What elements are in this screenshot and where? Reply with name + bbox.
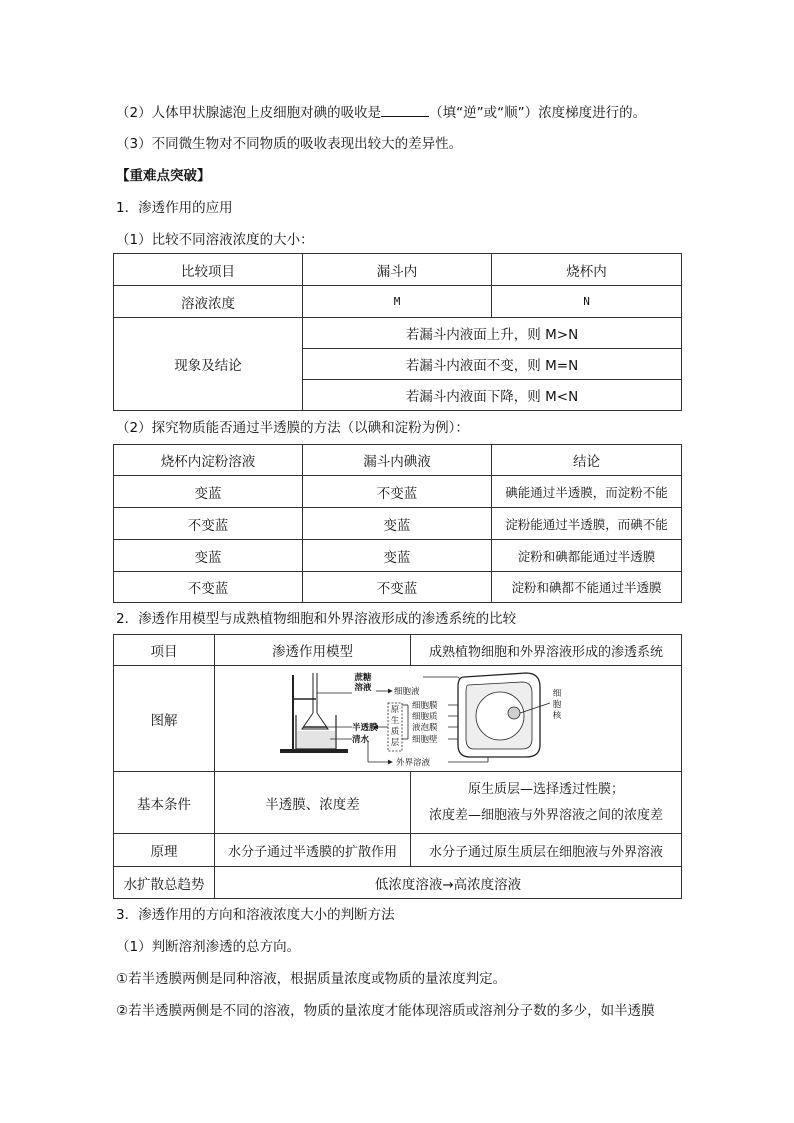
label-sucrose: 蔗糖溶液 <box>354 672 372 693</box>
table-cell: 变蓝 <box>303 508 492 540</box>
table-header: 比较项目 <box>114 254 303 286</box>
table-starch-iodine <box>113 444 682 603</box>
label-protoplast: 原生质层 <box>390 704 400 748</box>
table-cell: 淀粉和碘都不能通过半透膜 <box>492 572 682 603</box>
table-header: 项目 <box>114 635 215 666</box>
label-cytoplasm: 细胞质 <box>412 711 438 722</box>
question-text-end: （填“逆”或“顺”）浓度梯度进行的。 <box>429 105 647 121</box>
heading-3-1: （1）判断溶剂渗透的总方向。 <box>116 939 301 955</box>
table-cell <box>411 772 682 834</box>
table-header: 烧杯内 <box>492 254 682 286</box>
table-cell: 不变蓝 <box>303 476 492 508</box>
table-header: 漏斗内碘液 <box>303 445 492 476</box>
table-cell: 碘能通过半透膜，而淀粉不能 <box>492 476 682 508</box>
table-cell: M <box>303 286 492 318</box>
table-cell: 不变蓝 <box>114 508 303 540</box>
table-cell: 溶液浓度 <box>114 286 303 318</box>
table-cell: 淀粉能通过半透膜，而碘不能 <box>492 508 682 540</box>
table-cell: N <box>492 286 682 318</box>
section-header: 【重难点突破】 <box>116 168 211 184</box>
osmosis-diagram-svg <box>268 669 628 769</box>
diagram-cell <box>215 666 682 772</box>
table-cell: 原理 <box>114 834 215 867</box>
table-cell: 若漏斗内液面不变，则 M=N <box>303 349 682 380</box>
heading-1: 1．渗透作用的应用 <box>116 200 233 216</box>
question-text: （2）人体甲状腺滤泡上皮细胞对碘的吸收是 <box>116 105 382 121</box>
heading-2: 2．渗透作用模型与成熟植物细胞和外界溶液形成的渗透系统的比较 <box>116 611 517 627</box>
basic-cell-line-2: 浓度差—细胞液与外界溶液之间的浓度差 <box>428 807 663 823</box>
table-cell: 水扩散总趋势 <box>114 867 215 899</box>
label-cell-membrane: 细胞膜 <box>412 700 438 711</box>
osmosis-diagram <box>268 669 628 769</box>
table-cell: 低浓度溶液→高浓度溶液 <box>215 867 682 899</box>
label-nucleus: 细胞核 <box>552 688 562 721</box>
answer-blank[interactable] <box>381 102 429 117</box>
table-header: 烧杯内淀粉溶液 <box>114 445 303 476</box>
table-cell: 水分子通过半透膜的扩散作用 <box>215 834 411 867</box>
heading-1-2: （2）探究物质能否通过半透膜的方法（以碘和淀粉为例）： <box>116 420 469 436</box>
table-header: 结论 <box>492 445 682 476</box>
table-header: 成熟植物细胞和外界溶液形成的渗透系统 <box>411 635 682 666</box>
question-line-3: （3）不同微生物对不同物质的吸收表现出较大的差异性。 <box>116 136 463 152</box>
table-cell: 水分子通过原生质层在细胞液与外界溶液 <box>411 834 682 867</box>
table-cell: 若漏斗内液面上升，则 M>N <box>303 318 682 349</box>
label-water: 清水 <box>352 734 370 745</box>
paragraph-1: ①若半透膜两侧是同种溶液，根据质量浓度或物质的量浓度判定。 <box>116 971 507 987</box>
label-external-solution: 外界溶液 <box>396 757 431 768</box>
table-cell: 基本条件 <box>114 772 215 834</box>
table-osmosis-comparison <box>113 634 682 899</box>
basic-cell-line-1: 原生质层—选择透过性膜； <box>467 781 624 797</box>
heading-3: 3．渗透作用的方向和溶液浓度大小的判断方法 <box>116 907 395 923</box>
table-concentration-compare <box>113 253 682 411</box>
table-cell: 变蓝 <box>114 476 303 508</box>
heading-1-1: （1）比较不同溶液浓度的大小： <box>116 232 314 248</box>
table-cell: 变蓝 <box>303 540 492 572</box>
paragraph-2: ②若半透膜两侧是不同的溶液，物质的量浓度才能体现溶质或溶剂分子数的多少，如半透膜 <box>116 1003 655 1019</box>
table-cell: 变蓝 <box>114 540 303 572</box>
table-cell: 淀粉和碘都能通过半透膜 <box>492 540 682 572</box>
table-header: 漏斗内 <box>303 254 492 286</box>
question-line-2 <box>116 102 646 123</box>
table-cell: 半透膜、浓度差 <box>215 772 411 834</box>
table-header: 渗透作用模型 <box>215 635 411 666</box>
label-vacuole-membrane: 液泡膜 <box>412 722 438 733</box>
table-cell: 现象及结论 <box>114 318 303 411</box>
label-semi-membrane: 半透膜 <box>352 722 378 733</box>
label-cell-sap: 细胞液 <box>394 686 420 697</box>
table-cell: 若漏斗内液面下降，则 M<N <box>303 380 682 411</box>
label-cell-wall: 细胞壁 <box>412 734 438 745</box>
table-cell: 图解 <box>114 666 215 772</box>
table-cell: 不变蓝 <box>303 572 492 603</box>
table-cell: 不变蓝 <box>114 572 303 603</box>
